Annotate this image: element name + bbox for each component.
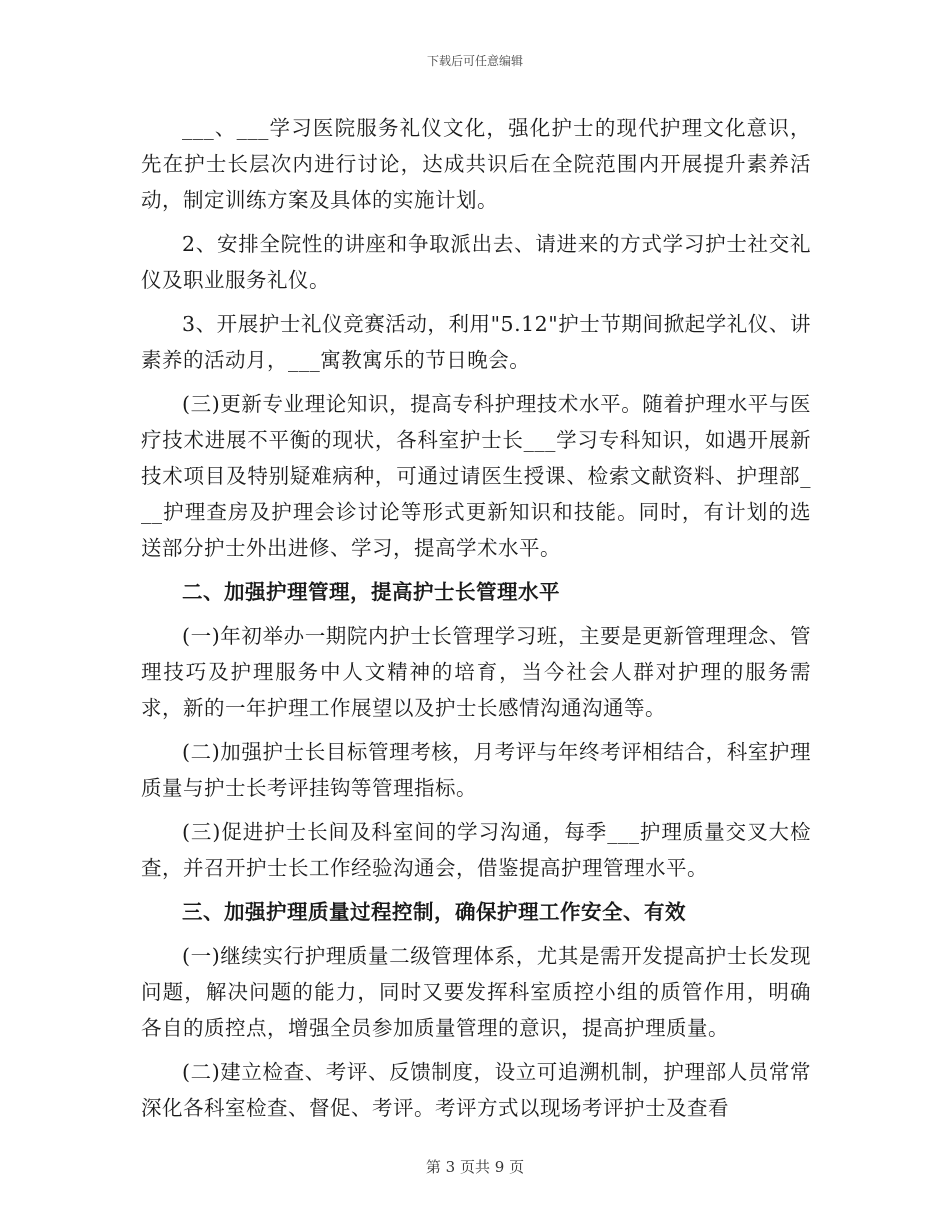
paragraph-2: 2、安排全院性的讲座和争取派出去、请进来的方式学习护士社交礼仪及职业服务礼仪。 xyxy=(141,232,811,292)
paragraph-7: (三)促进护士长间及科室间的学习沟通，每季___护理质量交叉大检查，并召开护士长工作经验沟通会，借鉴提高护理管理水平。 xyxy=(141,820,811,880)
document-body xyxy=(141,110,811,1134)
paragraph-9: (二)建立检查、考评、反馈制度，设立可追溯机制，护理部人员常常深化各科室检查、督促、考评。考评方式以现场考评护士及查看 xyxy=(141,1060,811,1120)
paragraph-4: (三)更新专业理论知识，提高专科护理技术水平。随着护理水平与医疗技术进展不平衡的现状，各科室护士长___学习专科知识，如遇开展新技术项目及特别疑难病种，可通过请医生授课、检索文献资料、护理部___护理查房及护理会诊讨论等形式更新知识和技能。同时，有计划的选送部分护士外出进修、学习，提高学术水平。 xyxy=(141,392,811,560)
section-heading-2: 二、加强护理管理，提高护士长管理水平 xyxy=(182,580,560,604)
paragraph-6: (二)加强护士长目标管理考核，月考评与年终考评相结合，科室护理质量与护士长考评挂钩等管理指标。 xyxy=(141,740,811,800)
page-footer: 第 3 页共 9 页 xyxy=(425,1158,525,1176)
page-header: 下载后可任意编辑 xyxy=(426,54,523,68)
paragraph-5: (一)年初举办一期院内护士长管理学习班，主要是更新管理理念、管理技巧及护理服务中人文精神的培育，当今社会人群对护理的服务需求，新的一年护理工作展望以及护士长感情沟通沟通等。 xyxy=(141,624,811,720)
paragraph-1: ___、___学习医院服务礼仪文化，强化护士的现代护理文化意识，先在护士长层次内进行讨论，达成共识后在全院范围内开展提升素养活动，制定训练方案及具体的实施计划。 xyxy=(141,116,811,212)
paragraph-8: (一)继续实行护理质量二级管理体系，尤其是需开发提高护士长发现问题，解决问题的能力，同时又要发挥科室质控小组的质管作用，明确各自的质控点，增强全员参加质量管理的意识，提高护理质量。 xyxy=(141,944,811,1040)
section-heading-3: 三、加强护理质量过程控制，确保护理工作安全、有效 xyxy=(182,900,686,924)
paragraph-3: 3、开展护士礼仪竞赛活动，利用"5.12"护士节期间掀起学礼仪、讲素养的活动月，___寓教寓乐的节日晚会。 xyxy=(141,312,811,372)
